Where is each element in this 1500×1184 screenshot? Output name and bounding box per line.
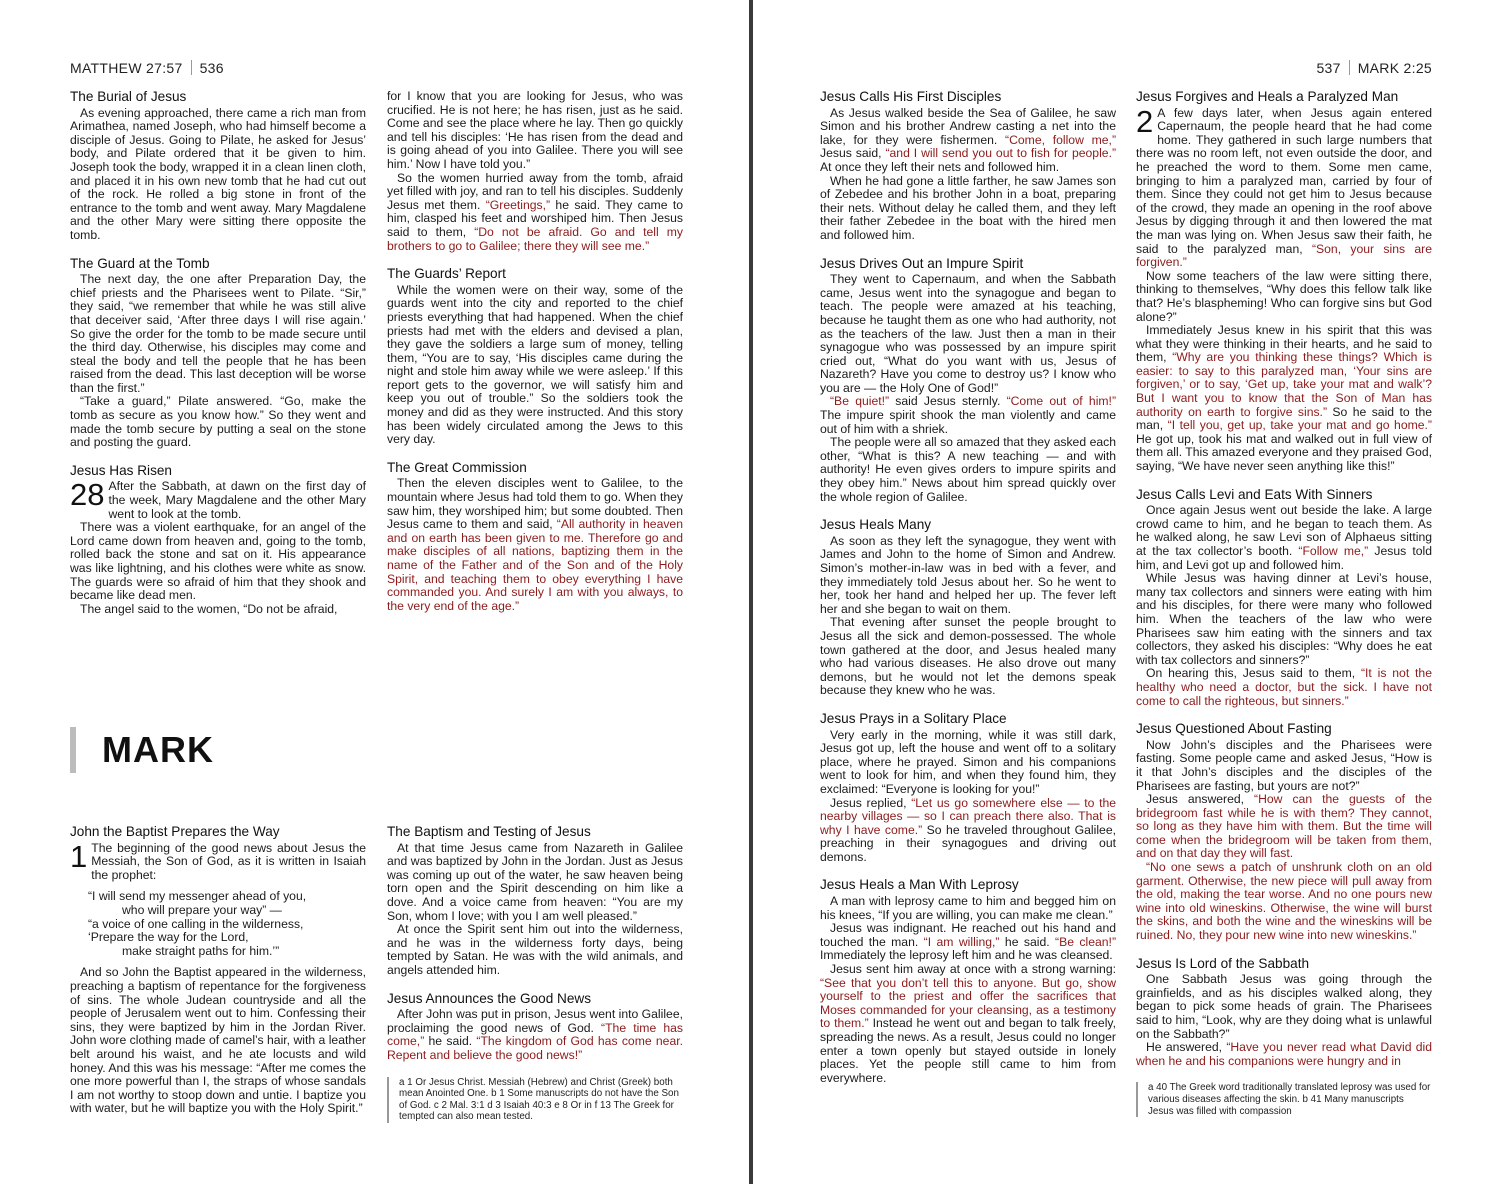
section-heading: Jesus Announces the Good News (387, 990, 592, 1006)
section-levi (1136, 488, 1432, 709)
paragraph: That evening after sunset the people brought to Jesus all the sick and demon-possessed. The whole town gathered at the door, and Jesus healed many who had various diseases. He also drove out many demons, but he would not let the demons speak because they knew who he was. (820, 615, 1116, 698)
paragraph: At once the Spirit sent him out into the wilderness, and he was in the wilderness forty days, being tempted by Satan. He was with the wild animals, and angels attended him. (387, 922, 683, 977)
section-report (387, 267, 683, 447)
paragraph: So the women hurried away from the tomb, afraid yet filled with joy, and ran to tell his disciples. Suddenly Jesus met them. “Greetings,” he said. They came to him, clasped his feet and worshiped him. Then Jesus said to them, “Do not be afraid. Go and tell my brothers to go to Galilee; there they will see me.” (387, 170, 683, 253)
paragraph: As evening approached, there came a rich man from Arimathea, named Joseph, who had himself become a disciple of Jesus. Going to Pilate, he asked for Jesus’ body, and Pilate ordered that it be given to him. Joseph took the body, wrapped it in a clean linen cloth, and placed it in his own new tomb that he had cut out of the rock. He rolled a big stone in front of the entrance to the tomb and went away. Mary Magdalene and the other Mary were sitting there opposite the tomb. (70, 105, 366, 242)
paragraph: While Jesus was having dinner at Levi’s house, many tax collectors and sinners were eating with him and his disciples, for there were many who followed him. When the teachers of the law who were Pharisees saw him eating with the sinners and tax collectors, they asked his disciples: “Why does he eat with tax collectors and sinners?” (1136, 571, 1432, 667)
section-baptism (387, 825, 683, 978)
paragraph: Very early in the morning, while it was still dark, Jesus got up, left the house and went off to a solitary place, where he prayed. Simon and his companions went to look for him, and when they found him, they exclaimed: “Everyone is looking for you!” (820, 727, 1116, 796)
paragraph: One Sabbath Jesus was going through the grainfields, and as his disciples walked along, they began to pick some heads of grain. The Pharisees said to him, “Look, why are they doing what is unlawful on the Sabbath?” (1136, 972, 1432, 1041)
words-of-jesus: “All authority in heaven and on earth has been given to me. Therefore go and make disciples of all nations, baptizing them in the name of the Father and of the Son and of the Holy Spirit, and teaching them to obey everything I have commanded you. And surely I am with you always, to the very end of the age.” (387, 517, 683, 613)
section-heading: Jesus Questioned About Fasting (1136, 721, 1332, 737)
header-reference: MARK 2:25 (1357, 60, 1432, 76)
section-leprosy (820, 878, 1116, 1085)
running-header (1316, 60, 1432, 76)
paragraph: On hearing this, Jesus said to them, “It is not the healthy who need a doctor, but the sick. I have not come to call the righteous, but sinners.” (1136, 666, 1432, 708)
section-heals (820, 518, 1116, 698)
section-heading: Jesus Calls Levi and Eats With Sinners (1136, 486, 1373, 502)
words-of-jesus: “Be quiet!” (830, 394, 890, 409)
section-calls (820, 90, 1116, 243)
paragraph: At that time Jesus came from Nazareth in Galilee and was baptized by John in the Jordan. Just as Jesus was coming up out of the water, he saw heaven being torn open and the Spirit descending on him like a dove. And a voice came from heaven: “You are my Son, whom I love; with you I am well pleased.” (387, 840, 683, 923)
section-heading: Jesus Prays in a Solitary Place (820, 710, 1007, 726)
paragraph: Now some teachers of the law were sitting there, thinking to themselves, “Why does this fellow talk like that? He’s blaspheming! Who can forgive sins but God alone?” (1136, 268, 1432, 324)
section-john (70, 825, 366, 1116)
footnotes (387, 1077, 683, 1123)
paragraph: Now John’s disciples and the Pharisees were fasting. Some people came and asked Jesus, “How is it that John’s disciples and the disciples of the Pharisees are fasting, but yours are not?” (1136, 737, 1432, 793)
words-of-jesus: “Come out of him!” (1006, 394, 1116, 409)
footnote: e 8 Or in (554, 1099, 592, 1111)
words-of-jesus: “Let us go somewhere else — to the nearby villages — so I can preach there also. That is why I have come.” (820, 795, 1117, 837)
footnote: f 13 The Greek for tempted can also mean tested. (399, 1099, 674, 1123)
section-fasting (1136, 722, 1432, 943)
footnote: b 41 Many manuscripts Jesus was filled with compassion (1148, 1093, 1404, 1117)
paragraph: He answered, “Have you never read what David did when he and his companions were hungry and in (1136, 1040, 1432, 1068)
header-reference: MATTHEW 27:57 (70, 60, 183, 76)
paragraph: There was a violent earthquake, for an angel of the Lord came down from heaven and, going to the tomb, rolled back the stone and sat on it. His appearance was like lightning, and his clothes were white as snow. The guards were so afraid of him that they shook and became like dead men. (70, 520, 366, 603)
words-of-jesus: “See that you don’t tell this to anyone. But go, show yourself to the priest and offer the sacrifices that Moses commanded for your cleansing, as a testimony to them.” (820, 975, 1116, 1031)
chapter-number: 2 (1136, 103, 1154, 139)
footnote: b 1 Some manuscripts do not have the Son of God. (399, 1088, 679, 1111)
section-heading: Jesus Is Lord of the Sabbath (1136, 955, 1310, 971)
paragraph: “Take a guard,” Pilate answered. “Go, make the tomb as secure as you know how.” So they went and made the tomb secure by putting a seal on the stone and posting the guard. (70, 394, 366, 450)
section-heading: Jesus Forgives and Heals a Paralyzed Man (1136, 89, 1399, 104)
section-commission (387, 461, 683, 614)
section-heading: Jesus Heals a Man With Leprosy (820, 877, 1019, 893)
section-heading: Jesus Heals Many (820, 517, 932, 533)
section-heading: The Great Commission (387, 459, 527, 475)
section-heading: Jesus Has Risen (70, 462, 172, 478)
paragraph: A man with leprosy came to him and begged him on his knees, “If you are willing, you can make me clean.” (820, 894, 1116, 922)
paragraph: Then the eleven disciples went to Galilee, to the mountain where Jesus had told them to go. When they saw him, they worshiped him; but some doubted. Then Jesus came to them and said, “All authority in heaven and on earth has been given to me. Therefore go and make disciples of all nations, baptizing them in the name of the Father and of the Son and of the Holy Spirit, and teaching them to obey everything I have commanded you. And surely I am with you always, to the very end of the age.” (387, 476, 683, 613)
section-heading: The Guard at the Tomb (70, 255, 210, 271)
section-announce (387, 992, 683, 1063)
poem-line: “a voice of one calling in the wilderness, (88, 916, 304, 931)
chapter-number: 28 (70, 477, 105, 513)
paragraph: While the women were on their way, some of the guards went into the city and reported to the chief priests everything that had happened. When the chief priests had met with the elders and devised a plan, they gave the soldiers a large sum of money, telling them, “You are to say, ‘His disciples came during the night and stole him away while we were asleep.’ If this report gets to the governor, we will satisfy him and keep you out of trouble.” So the soldiers took the money and did as they were instructed. And this story has been widely circulated among the Jews to this very day. (387, 282, 683, 447)
words-of-jesus: “Follow me,” (1298, 544, 1369, 558)
words-of-jesus: “Have you never read what David did when he and his companions were hungry and in (1136, 1040, 1432, 1068)
poetry-quote (88, 890, 366, 958)
section-heading: The Burial of Jesus (70, 89, 187, 104)
paragraph: Jesus sent him away at once with a strong warning: “See that you don’t tell this to anyone. But go, show yourself to the priest and offer the sacrifices that Moses commanded for your cleansing, as a testimony to them.” Instead he went out and began to talk freely, spreading the news. As a result, Jesus could no longer enter a town openly but stayed outside in lonely places. Yet the people still came to him from everywhere. (820, 962, 1116, 1085)
poem-line: ‘Prepare the way for the Lord, (88, 930, 249, 945)
paragraph: And so John the Baptist appeared in the wilderness, preaching a baptism of repentance for the forgiveness of sins. The whole Judean countryside and all the people of Jerusalem went out to him. Confessing their sins, they were baptized by him in the Jordan River. John wore clothing made of camel’s hair, with a leather belt around his waist, and he ate locusts and wild honey. And this was his message: “After me comes the one more powerful than I, the straps of whose sandals I am not worthy to stoop down and untie. I baptize you with water, but he will baptize you with the Holy Spirit.” (70, 965, 366, 1116)
footnote: c 2 Mal. 3:1 (433, 1099, 485, 1111)
words-of-jesus: “Son, your sins are forgiven.” (1136, 241, 1432, 270)
column-right-2 (1136, 90, 1432, 1117)
words-of-jesus: “I am willing,” (923, 934, 1000, 949)
words-of-jesus: “It is not the healthy who need a doctor, but the sick. I have not come to call the righteous, but sinners.” (1136, 666, 1432, 708)
section-heading: Jesus Drives Out an Impure Spirit (820, 255, 1024, 271)
paragraph: After the Sabbath, at dawn on the first day of the week, Mary Magdalene and the other Mary went to look at the tomb. (108, 479, 366, 521)
words-of-jesus: “Greetings,” (485, 197, 551, 212)
section-impure (820, 257, 1116, 505)
book-title: MARK (70, 727, 214, 773)
chapter-number: 1 (70, 838, 88, 874)
words-of-jesus: “The time has come,” (387, 1020, 683, 1049)
column-left-bottom-1 (70, 825, 366, 1130)
paragraph: A few days later, when Jesus again entered Capernaum, the people heard that he had come home. They gathered in such large numbers that there was no room left, not even outside the door, and he preached the word to them. Some men came, bringing to him a paralyzed man, carried by four of them. Since they could not get him to Jesus because of the crowd, they made an opening in the roof above Jesus by digging through it and then lowered the mat the man was lying on. When Jesus saw their faith, he said to the paralyzed man, “Son, your sins are forgiven.” (1136, 105, 1432, 270)
paragraph: “Be quiet!” said Jesus sternly. “Come out of him!” The impure spirit shook the man violently and came out of him with a shriek. (820, 394, 1116, 436)
words-of-jesus: “How can the guests of the bridegroom fast while he is with them? They cannot, so long as they have him with them. But the time will come when the bridegroom will be taken from them, and on that day they will fast. (1136, 792, 1432, 861)
section-heading: John the Baptist Prepares the Way (70, 824, 280, 839)
section-heading: Jesus Calls His First Disciples (820, 89, 1002, 104)
paragraph: The people were all so amazed that they asked each other, “What is this? A new teaching — and with authority! He even gives orders to impure spirits and they obey him.” News about him spread quickly over the whole region of Galilee. (820, 435, 1116, 504)
poem-line: make straight paths for him.’” (122, 943, 280, 958)
section-risen (70, 464, 366, 617)
paragraph: As Jesus walked beside the Sea of Galilee, he saw Simon and his brother Andrew casting a net into the lake, for they were fishermen. “Come, follow me,” Jesus said, “and I will send you out to fish for people.” At once they left their nets and followed him. (820, 105, 1117, 174)
paragraph: The next day, the one after Preparation Day, the chief priests and the Pharisees went to Pilate. “Sir,” they said, “we remember that while he was still alive that deceiver said, ‘After three days I will rise again.’ So give the order for the tomb to be made secure until the third day. Otherwise, his disciples may come and steal the body and tell the people that he has been raised from the dead. This last deception will be worse than the first.” (70, 272, 366, 395)
section-heading: The Baptism and Testing of Jesus (387, 824, 591, 839)
paragraph: After John was put in prison, Jesus went into Galilee, proclaiming the good news of God. “The time has come,” he said. “The kingdom of God has come near. Repent and believe the good news!” (387, 1007, 684, 1062)
column-left-top-1 (70, 90, 366, 630)
paragraph: Jesus answered, “How can the guests of the bridegroom fast while he is with them? They cannot, so long as they have him with them. But the time will come when the bridegroom will be taken from them, and on that day they will fast. (1136, 792, 1432, 861)
paragraph: for I know that you are looking for Jesus, who was crucified. He is not here; he has risen, just as he said. Come and see the place where he lay. Then go quickly and tell his disciples: ‘He has risen from the dead and is going ahead of you into Galilee. There you will see him.’ Now I have told you.” (387, 89, 683, 171)
paragraph: Jesus replied, “Let us go somewhere else — to the nearby villages — so I can preach there also. That is why I have come.” So he traveled throughout Galilee, preaching in their synagogues and driving out demons. (820, 795, 1117, 864)
paragraph: When he had gone a little farther, he saw James son of Zebedee and his brother John in a boat, preparing their nets. Without delay he called them, and they left their father Zebedee in the boat with the hired men and followed him. (820, 173, 1116, 242)
paragraph: As soon as they left the synagogue, they went with James and John to the home of Simon and Andrew. Simon’s mother-in-law was in bed with a fever, and they immediately told Jesus about her. So he went to her, took her hand and helped her up. The fever left her and she began to wait on them. (820, 533, 1116, 616)
section-burial (70, 90, 366, 243)
words-of-jesus: “No one sews a patch of unshrunk cloth on an old garment. Otherwise, the new piece will pull away from the old, making the tear worse. And no one pours new wine into old wineskins. Otherwise, the wine will burst the skins, and both the wine and the wineskins will be ruined. No, they pour new wine into new wineskins.” (1136, 860, 1432, 943)
words-of-jesus: “Do not be afraid. Go and tell my brothers to go to Galilee; there they will see me.” (387, 224, 683, 253)
words-of-jesus: “Why are you thinking these things? Which is easier: to say to this paralyzed man, ‘Your sins are forgiven,’ or to say, ‘Get up, take your mat and walk’? But I want you to know that the Son of Man has authority on earth to forgive sins.” (1136, 350, 1433, 419)
section-guard (70, 257, 366, 450)
column-left-bottom-2 (387, 825, 683, 1123)
words-of-jesus: “The kingdom of God has come near. Repent and believe the good news!” (387, 1034, 684, 1062)
section-prays (820, 712, 1116, 865)
words-of-jesus: “Be clean!” (1055, 934, 1117, 949)
footnotes (1136, 1082, 1432, 1117)
words-of-jesus: “I tell you, get up, take your mat and go home.” (1167, 418, 1432, 433)
poem-line: “I will send my messenger ahead of you, (88, 889, 307, 904)
right-page (753, 0, 1500, 1184)
paragraph: Immediately Jesus knew in his spirit that this was what they were thinking in their hearts, and he said to them, “Why are you thinking these things? Which is easier: to say to this paralyzed man, ‘Your sins are forgiven,’ or to say, ‘Get up, take your mat and walk’? But I want you to know that the Son of Man has authority on earth to forgive sins.” So he said to the man, “I tell you, get up, take your mat and go home.” He got up, took his mat and walked out in full view of them all. This amazed everyone and they praised God, saying, “We have never seen anything like this!” (1136, 323, 1433, 474)
left-page (0, 0, 749, 1184)
page-number: 536 (199, 60, 224, 76)
footnote: a 1 Or Jesus Christ. Messiah (Hebrew) and Christ (Greek) both mean Anointed One. (399, 1076, 673, 1100)
paragraph: They went to Capernaum, and when the Sabbath came, Jesus went into the synagogue and began to teach. The people were amazed at his teaching, because he taught them as one who had authority, not as the teachers of the law. Just then a man in their synagogue who was possessed by an impure spirit cried out, “What do you want with us, Jesus of Nazareth? Have you come to destroy us? I know who you are — the Holy One of God!” (820, 272, 1116, 395)
words-of-jesus: “and I will send you out to fish for people.” (885, 146, 1117, 161)
running-header (70, 60, 224, 76)
footnote: d 3 Isaiah 40:3 (487, 1099, 552, 1111)
words-of-jesus: “Come, follow me,” (1005, 132, 1116, 147)
poem-line: who will prepare your way” — (122, 902, 282, 917)
paragraph: The beginning of the good news about Jesus the Messiah, the Son of God, as it is written in Isaiah the prophet: (91, 840, 366, 882)
section-sabbath (1136, 957, 1432, 1069)
section-risen-cont (387, 90, 683, 253)
footnote: a 40 The Greek word traditionally translated leprosy was used for various diseases affecting the skin. (1148, 1082, 1431, 1105)
section-heading: The Guards’ Report (387, 266, 506, 282)
page-number: 537 (1316, 60, 1341, 76)
paragraph: Jesus was indignant. He reached out his hand and touched the man. “I am willing,” he said. “Be clean!” Immediately the leprosy left him and he was cleansed. (820, 921, 1117, 963)
paragraph: The angel said to the women, “Do not be afraid, (80, 601, 338, 616)
column-left-top-2 (387, 90, 683, 627)
column-right-1 (820, 90, 1116, 1099)
section-paralyzed (1136, 90, 1432, 474)
paragraph: Once again Jesus went out beside the lake. A large crowd came to him, and he began to teach them. As he walked along, he saw Levi son of Alphaeus sitting at the tax collector’s booth. “Follow me,” Jesus told him, and Levi got up and followed him. (1136, 503, 1432, 572)
